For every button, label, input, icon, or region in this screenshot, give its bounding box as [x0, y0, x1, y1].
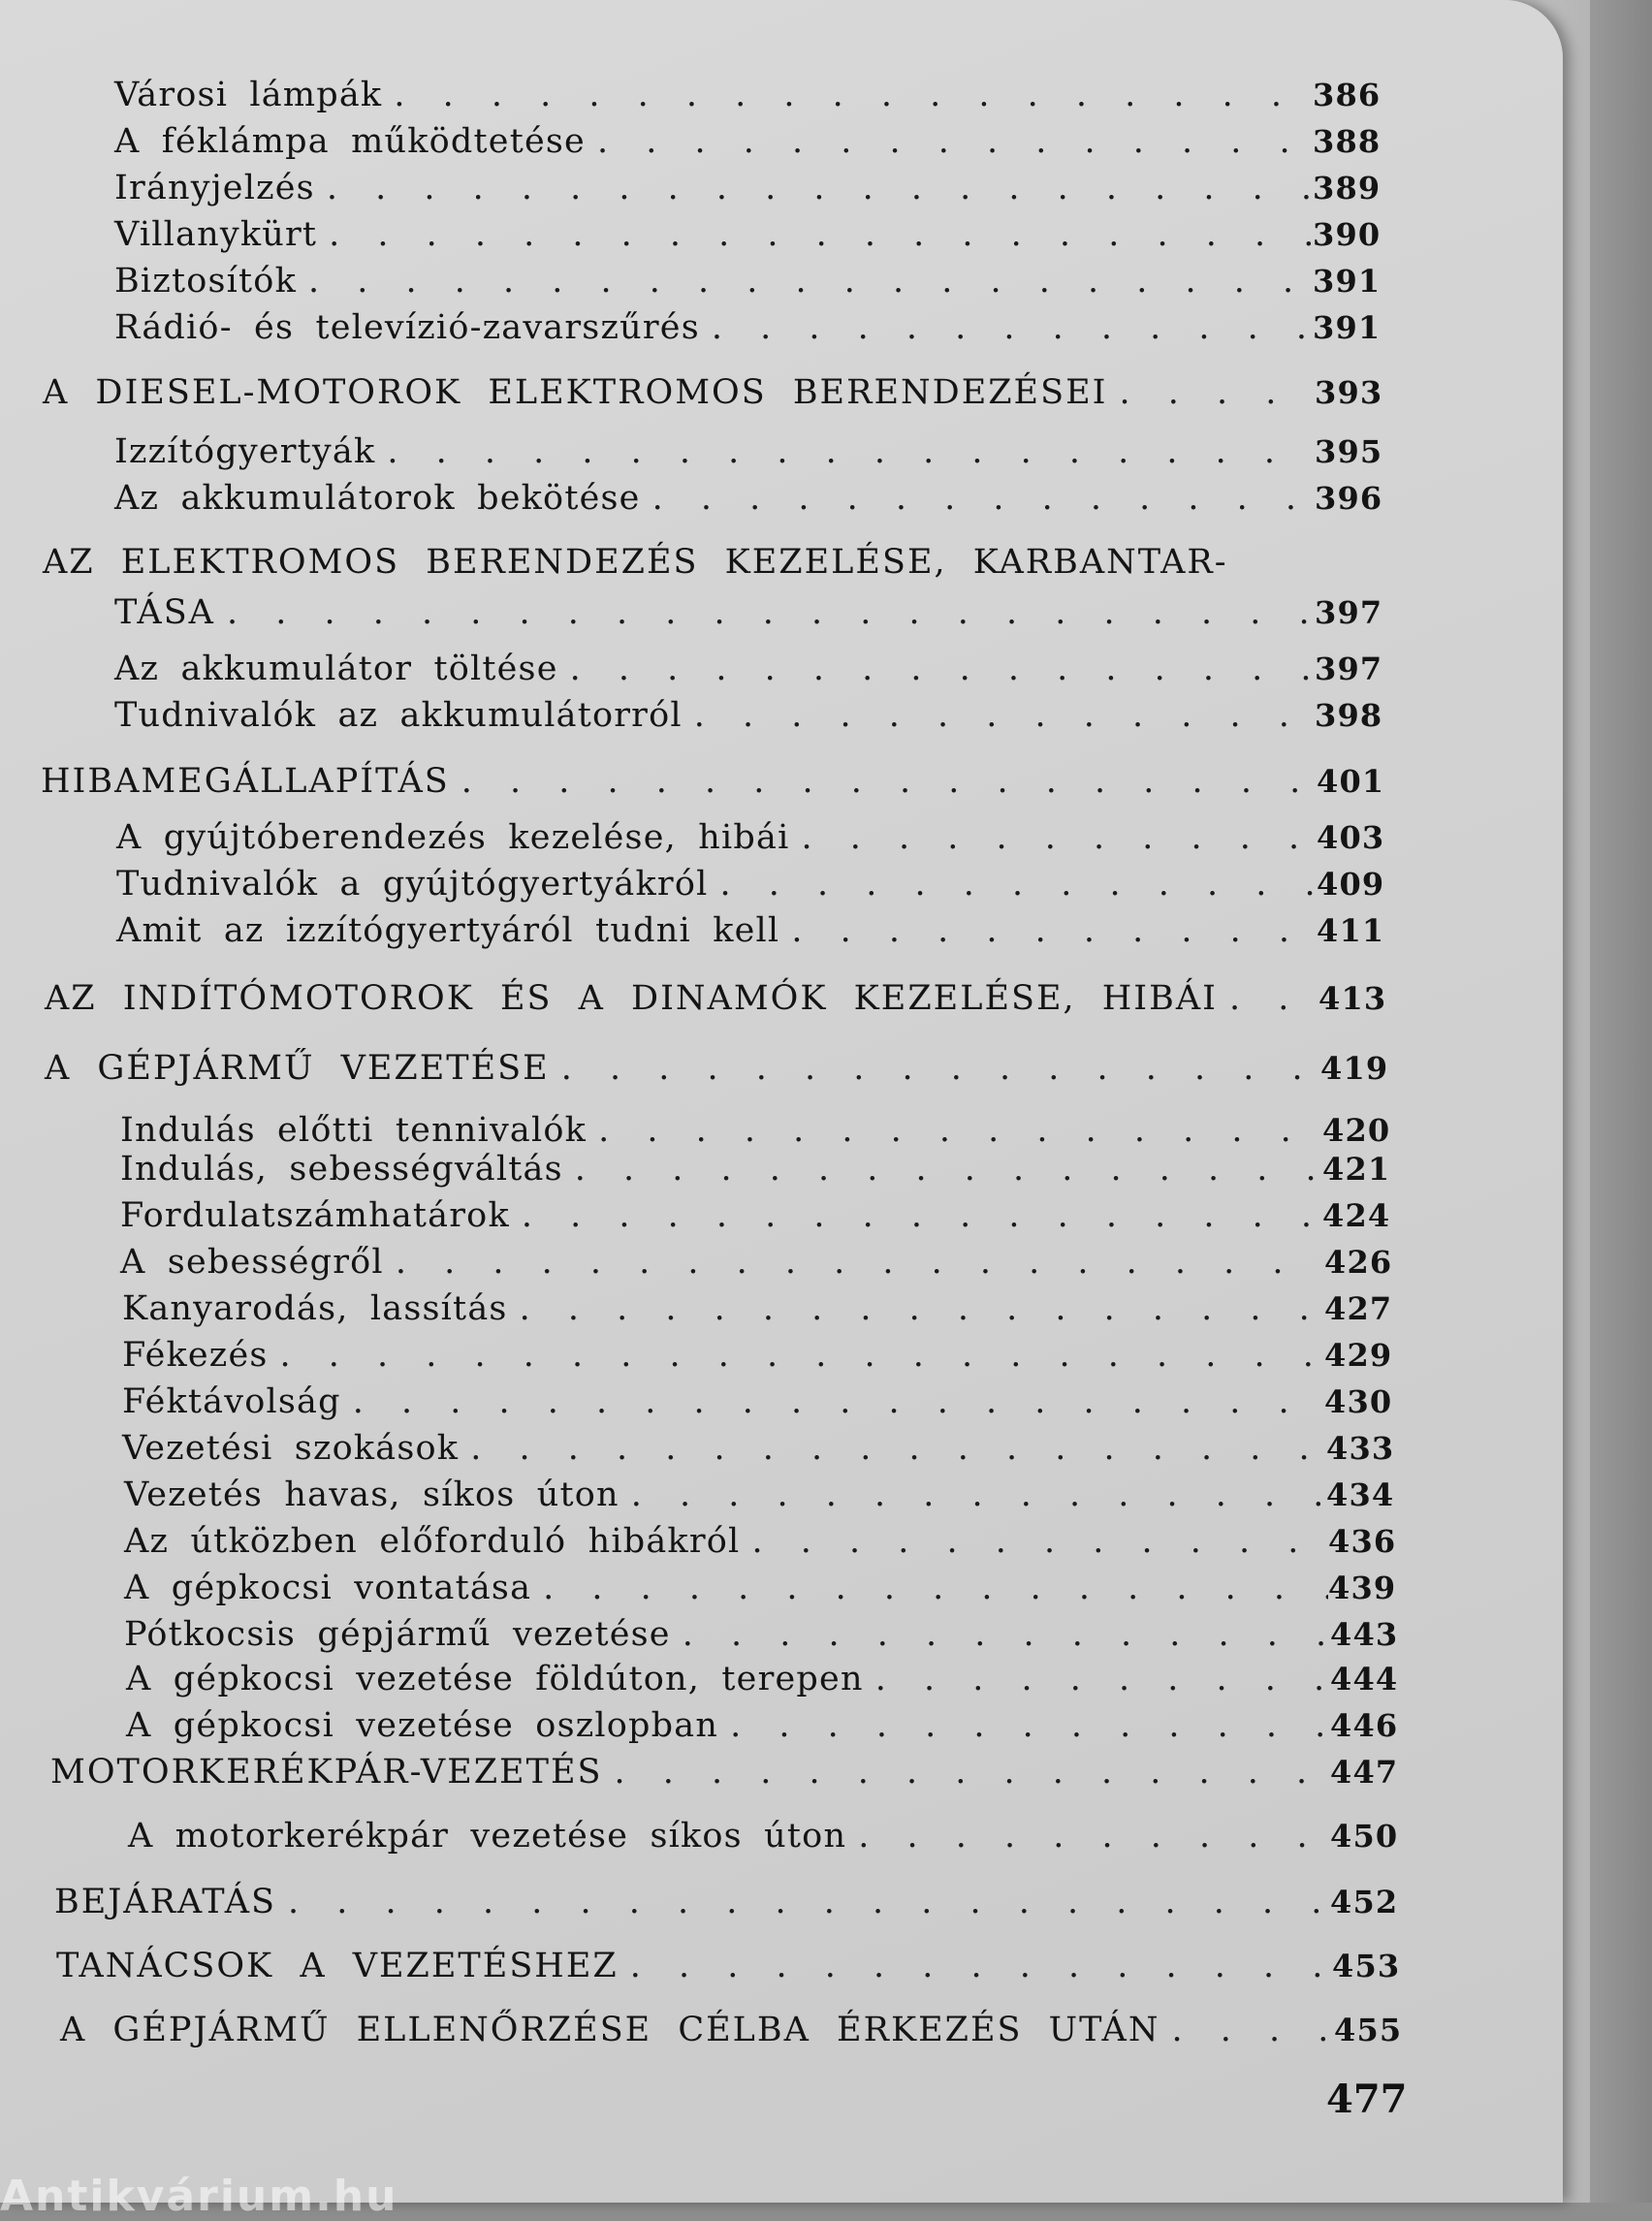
toc-chapter-motorkerekpar-vezetes — [50, 1753, 1399, 1792]
toc-entry-page: 436 — [1328, 1523, 1397, 1560]
toc-chapter-ellenorzese — [60, 2011, 1403, 2049]
toc-chapter-tanacsok — [56, 1947, 1401, 1985]
dot-leader — [459, 1429, 1326, 1468]
toc-chapter-inditomotorok — [45, 979, 1387, 1018]
dot-leader — [315, 169, 1313, 207]
toc-entry-title: A GÉPJÁRMŰ VEZETÉSE — [45, 1049, 550, 1088]
toc-entry-page: 409 — [1317, 866, 1385, 903]
dot-leader — [510, 1196, 1322, 1235]
toc-entry-title: Indulás előtti tennivalók — [120, 1111, 588, 1150]
toc-entry-page: 427 — [1324, 1290, 1393, 1327]
toc-entry-biztositok — [114, 262, 1382, 301]
toc-entry-title: BEJÁRATÁS — [54, 1883, 276, 1921]
dot-leader — [619, 1947, 1332, 1985]
dot-leader — [683, 696, 1315, 735]
toc-entry-title: AZ INDÍTÓMOTOROK ÉS A DINAMÓK KEZELÉSE, HIBÁI — [45, 979, 1218, 1018]
toc-entry-page: 450 — [1330, 1818, 1399, 1855]
toc-entry-akkumulatorok-bekotese — [114, 479, 1383, 518]
toc-entry-fordulatszamhatarok — [120, 1196, 1391, 1235]
toc-entry-title: Az akkumulátorok bekötése — [114, 479, 641, 518]
toc-entry-title: A sebességről — [120, 1243, 384, 1282]
toc-entry-gyujtogyertyak — [116, 865, 1385, 904]
toc-entry-potkocsis — [124, 1615, 1399, 1654]
toc-entry-page: 389 — [1313, 170, 1382, 206]
toc-entry-page: 421 — [1322, 1151, 1391, 1188]
dot-leader — [1107, 373, 1315, 412]
dot-leader — [1218, 979, 1318, 1018]
toc-chapter-bejaratas — [54, 1883, 1399, 1921]
toc-entry-utkozben-hibak — [124, 1522, 1397, 1561]
toc-entry-kanyarodas — [122, 1289, 1393, 1328]
toc-entry-page: 419 — [1320, 1050, 1389, 1087]
toc-entry-fektavolsag — [122, 1382, 1393, 1421]
toc-entry-folduton-terepen — [126, 1660, 1399, 1698]
dot-leader — [508, 1289, 1324, 1328]
dot-leader — [586, 122, 1313, 161]
toc-entry-tudnivalok-akkumulatorrol — [114, 696, 1383, 735]
toc-entry-page: 444 — [1330, 1661, 1399, 1697]
watermark: Antikvárium.hu — [0, 2172, 398, 2221]
dot-leader — [789, 818, 1317, 857]
toc-entry-title: Indulás, sebességváltás — [120, 1150, 563, 1189]
toc-entry-title: Az akkumulátor töltése — [114, 650, 558, 688]
toc-entry-page: 447 — [1330, 1754, 1399, 1791]
toc-chapter-elektromos-berendezes-line1: AZ ELEKTROMOS BERENDEZÉS KEZELÉSE, KARBANTAR- — [43, 543, 1228, 582]
toc-entry-page: 403 — [1317, 819, 1385, 856]
toc-entry-title: Biztosítók — [114, 262, 297, 301]
toc-entry-title: A GÉPJÁRMŰ ELLENŐRZÉSE CÉLBA ÉRKEZÉS UTÁN — [60, 2011, 1160, 2049]
dot-leader — [384, 1243, 1324, 1282]
toc-entry-title: Vezetés havas, síkos úton — [124, 1475, 620, 1514]
dot-leader — [602, 1753, 1330, 1792]
toc-entry-title: TÁSA — [114, 593, 215, 632]
toc-entry-page: 397 — [1315, 650, 1383, 687]
toc-entry-title: TANÁCSOK A VEZETÉSHEZ — [56, 1947, 619, 1985]
dot-leader — [671, 1615, 1330, 1654]
toc-entry-vezetesi-szokasok — [122, 1429, 1395, 1468]
toc-entry-page: 386 — [1313, 77, 1382, 113]
toc-entry-title: Amit az izzítógyertyáról tudni kell — [116, 911, 780, 950]
toc-entry-feklampa — [114, 122, 1382, 161]
toc-entry-title: Irányjelzés — [114, 169, 315, 207]
toc-entry-page: 413 — [1318, 980, 1387, 1017]
toc-entry-page: 452 — [1330, 1884, 1399, 1920]
toc-entry-villanykurt — [114, 215, 1382, 254]
toc-entry-title: Pótkocsis gépjármű vezetése — [124, 1615, 671, 1654]
page-number: 477 — [1326, 2077, 1408, 2122]
dot-leader — [450, 762, 1317, 801]
toc-entry-page: 420 — [1322, 1112, 1391, 1149]
toc-entry-indulas-elotti — [120, 1111, 1391, 1150]
toc-entry-oszlopban — [126, 1706, 1399, 1745]
dot-leader — [563, 1150, 1322, 1189]
toc-entry-iranyjelzes — [114, 169, 1382, 207]
toc-entry-title: A DIESEL-MOTOROK ELEKTROMOS BERENDEZÉSEI — [43, 373, 1108, 412]
toc-entry-page: 424 — [1322, 1197, 1391, 1234]
dot-leader — [718, 1706, 1330, 1745]
toc-entry-radio-zavarszures — [114, 308, 1382, 347]
toc-entry-page: 393 — [1315, 374, 1383, 411]
toc-entry-page: 434 — [1326, 1476, 1395, 1513]
toc-entry-title: A gyújtóberendezés kezelése, hibái — [116, 818, 790, 857]
toc-entry-page: 429 — [1324, 1337, 1393, 1374]
toc-entry-page: 396 — [1315, 480, 1383, 517]
toc-chapter-hibamegallapitas — [41, 762, 1385, 801]
toc-entry-title: A gépkocsi vezetése földúton, terepen — [126, 1660, 864, 1698]
toc-entry-page: 390 — [1313, 216, 1382, 253]
toc-entry-title: Vezetési szokások — [122, 1429, 460, 1468]
toc-entry-page: 439 — [1328, 1570, 1397, 1606]
dot-leader — [375, 432, 1315, 471]
toc-chapter-diesel-motorok — [43, 373, 1383, 412]
dot-leader — [269, 1336, 1324, 1375]
toc-entry-title: Fékezés — [122, 1336, 269, 1375]
dot-leader — [864, 1660, 1330, 1698]
toc-entry-title: HIBAMEGÁLLAPÍTÁS — [41, 762, 450, 801]
dot-leader — [317, 215, 1313, 254]
toc-entry-sebessegrol — [120, 1243, 1393, 1282]
toc-entry-page: 426 — [1324, 1244, 1393, 1281]
toc-entry-page: 401 — [1317, 763, 1385, 800]
toc-entry-page: 430 — [1324, 1383, 1393, 1420]
dot-leader — [641, 479, 1315, 518]
toc-entry-page: 395 — [1315, 433, 1383, 470]
dot-leader — [550, 1049, 1320, 1088]
toc-entry-title: Kanyarodás, lassítás — [122, 1289, 508, 1328]
toc-entry-akkumulator-toltese — [114, 650, 1383, 688]
toc-entry-gyujtoberendezes — [116, 818, 1385, 857]
dot-leader — [1160, 2011, 1334, 2049]
toc-entry-title: Villanykürt — [114, 215, 318, 254]
dot-leader — [846, 1817, 1330, 1856]
toc-entry-title: Fordulatszámhatárok — [120, 1196, 510, 1235]
dot-leader — [276, 1883, 1330, 1921]
toc-entry-title: A gépkocsi vezetése oszlopban — [126, 1706, 719, 1745]
toc-entry-page: 455 — [1334, 2012, 1403, 2048]
toc-entry-title: Izzítógyertyák — [114, 432, 376, 471]
dot-leader — [587, 1111, 1322, 1150]
dot-leader — [341, 1382, 1324, 1421]
dot-leader — [740, 1522, 1328, 1561]
toc-entry-title: Az útközben előforduló hibákról — [124, 1522, 741, 1561]
toc-entry-page: 388 — [1313, 123, 1382, 160]
toc-entry-title: Tudnivalók a gyújtógyertyákról — [116, 865, 709, 904]
toc-entry-page: 411 — [1317, 912, 1385, 949]
toc-entry-page: 446 — [1330, 1707, 1399, 1744]
toc-entry-page: 397 — [1315, 594, 1383, 631]
dot-leader — [620, 1475, 1326, 1514]
toc-entry-title: A féklámpa működtetése — [114, 122, 586, 161]
toc-entry-page: 398 — [1315, 697, 1383, 734]
dot-leader — [558, 650, 1315, 688]
toc-entry-page: 443 — [1330, 1616, 1399, 1653]
toc-entry-page: 391 — [1313, 263, 1382, 300]
toc-entry-title: Városi lámpák — [114, 76, 383, 114]
toc-entry-fekezes — [122, 1336, 1393, 1375]
toc-entry-title: Tudnivalók az akkumulátorról — [114, 696, 683, 735]
toc-chapter-elektromos-berendezes — [114, 593, 1383, 632]
dot-leader — [382, 76, 1313, 114]
toc-entry-title: A motorkerékpár vezetése síkos úton — [128, 1817, 847, 1856]
toc-entry-motorkerekpar-sikos-uton — [128, 1817, 1399, 1856]
toc-entry-varosi-lampak — [114, 76, 1382, 114]
dot-leader — [700, 308, 1313, 347]
toc-entry-title: A gépkocsi vontatása — [124, 1569, 532, 1607]
toc-entry-izzitogyertyak — [114, 432, 1383, 471]
toc-entry-havas-sikos-uton — [124, 1475, 1395, 1514]
dot-leader — [297, 262, 1313, 301]
toc-entry-page: 391 — [1313, 309, 1382, 346]
dot-leader — [779, 911, 1317, 950]
toc-entry-title: MOTORKERÉKPÁR-VEZETÉS — [50, 1753, 603, 1792]
toc-chapter-gepjarmu-vezetese — [45, 1049, 1389, 1088]
toc-entry-title: Féktávolság — [122, 1382, 341, 1421]
dot-leader — [215, 593, 1315, 632]
toc-entry-title: Rádió- és televízió-zavarszűrés — [114, 308, 700, 347]
toc-entry-vontatasa — [124, 1569, 1397, 1607]
toc-entry-page: 433 — [1326, 1430, 1395, 1467]
dot-leader — [709, 865, 1318, 904]
dot-leader — [531, 1569, 1328, 1607]
toc-entry-sebessegvaltas — [120, 1150, 1391, 1189]
toc-entry-izzitogyertyarol — [116, 911, 1385, 950]
toc-entry-page: 453 — [1332, 1948, 1401, 1984]
